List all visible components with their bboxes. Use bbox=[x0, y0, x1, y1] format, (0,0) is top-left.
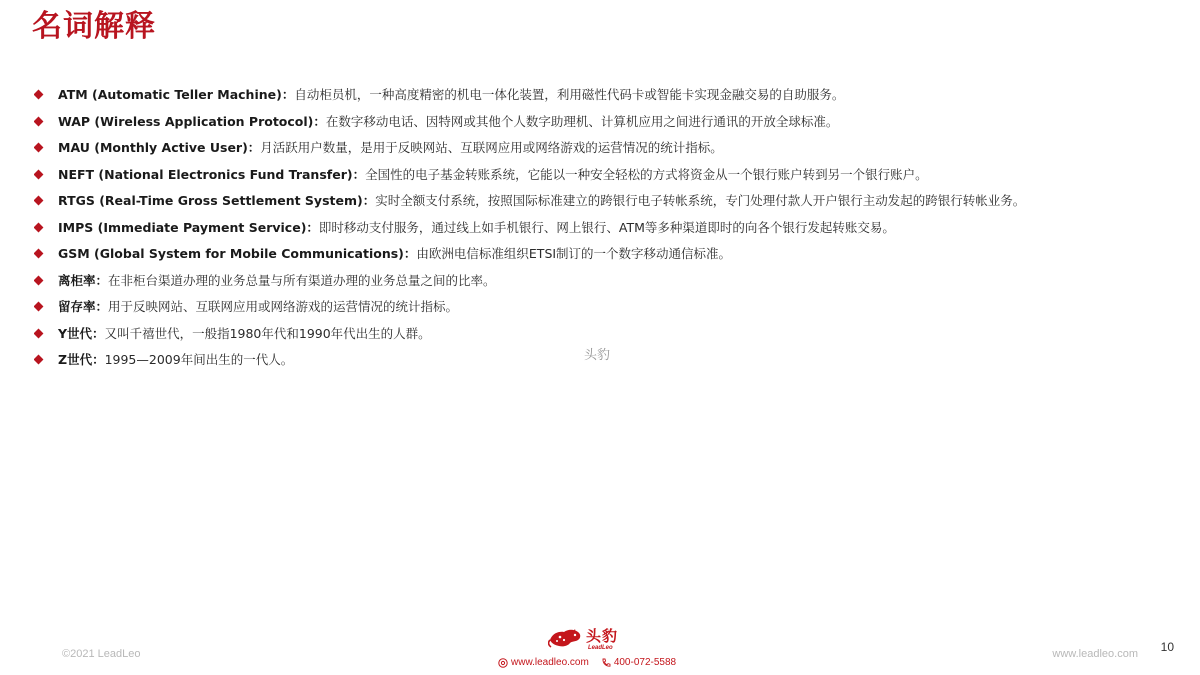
diamond-bullet-icon bbox=[34, 275, 43, 285]
diamond-bullet-icon bbox=[34, 328, 43, 338]
term-name: WAP (Wireless Application Protocol)： bbox=[58, 113, 326, 129]
term-definition: 在非柜台渠道办理的业务总量与所有渠道办理的业务总量之间的比率。 bbox=[108, 272, 496, 288]
term-item-counter-departure-rate bbox=[34, 270, 1184, 297]
term-name: Y世代： bbox=[58, 325, 105, 341]
term-name: GSM (Global System for Mobile Communications)： bbox=[58, 246, 417, 261]
leopard-logo-icon bbox=[548, 626, 582, 650]
term-name: 离柜率： bbox=[58, 272, 109, 288]
term-name: MAU (Monthly Active User)： bbox=[58, 140, 261, 155]
term-definition: 在数字移动电话、因特网或其他个人数字助理机、计算机应用之间进行通讯的开放全球标准。 bbox=[325, 113, 839, 129]
term-item-mau bbox=[34, 137, 1184, 164]
diamond-bullet-icon bbox=[34, 143, 43, 153]
term-item-gsm bbox=[34, 243, 1184, 270]
term-definition: 1995—2009年间出生的一代人。 bbox=[104, 352, 294, 367]
web-icon bbox=[498, 658, 508, 668]
term-definition: 由欧洲电信标准组织ETSI制订的一个数字移动通信标准。 bbox=[416, 246, 732, 261]
term-definition: 全国性的电子基金转账系统，它能以一种安全轻松的方式将资金从一个银行账户转到另一个银行账户。 bbox=[365, 166, 928, 182]
diamond-bullet-icon bbox=[34, 355, 43, 365]
term-definition: 自动柜员机，一种高度精密的机电一体化装置，利用磁性代码卡或智能卡实现金融交易的自助服务。 bbox=[294, 87, 845, 102]
watermark: 头豹 bbox=[584, 348, 611, 363]
term-definition: 月活跃用户数量，是用于反映网站、互联网应用或网络游戏的运营情况的统计指标。 bbox=[260, 140, 723, 155]
page-number: 10 bbox=[1160, 640, 1174, 654]
footer-site-url[interactable]: www.leadleo.com bbox=[1052, 648, 1138, 660]
term-name: IMPS (Immediate Payment Service)： bbox=[58, 219, 319, 235]
term-definition: 实时全额支付系统，按照国际标准建立的跨银行电子转帐系统，专门处理付款人开户银行主动发起的跨银行转帐业务。 bbox=[375, 193, 1026, 208]
diamond-bullet-icon bbox=[34, 302, 43, 312]
page-title: 名词解释 bbox=[32, 9, 156, 44]
phone-icon bbox=[601, 658, 611, 668]
diamond-bullet-icon bbox=[34, 116, 43, 126]
term-name: Z世代： bbox=[58, 352, 105, 367]
term-list bbox=[34, 84, 1184, 376]
diamond-bullet-icon bbox=[34, 169, 43, 179]
footer-contact bbox=[498, 657, 676, 668]
term-definition: 又叫千禧世代，一般指1980年代和1990年代出生的人群。 bbox=[104, 325, 431, 341]
term-name: NEFT (National Electronics Fund Transfer)： bbox=[58, 166, 366, 182]
term-definition: 用于反映网站、互联网应用或网络游戏的运营情况的统计指标。 bbox=[108, 299, 459, 314]
footer-copyright: ©2021 LeadLeo bbox=[62, 648, 141, 660]
footer-website[interactable]: www.leadleo.com bbox=[511, 657, 589, 668]
footer-logo bbox=[548, 624, 648, 654]
term-item-atm bbox=[34, 84, 1184, 111]
logo-subtext: LeadLeo bbox=[588, 645, 613, 651]
term-item-rtgs bbox=[34, 190, 1184, 217]
diamond-bullet-icon bbox=[34, 249, 43, 259]
footer-phone: 400-072-5588 bbox=[613, 657, 677, 668]
term-name: ATM (Automatic Teller Machine)： bbox=[58, 87, 295, 102]
term-name: RTGS (Real-Time Gross Settlement System)： bbox=[58, 193, 376, 208]
term-name: 留存率： bbox=[58, 299, 109, 314]
term-item-retention-rate bbox=[34, 296, 1184, 323]
diamond-bullet-icon bbox=[34, 196, 43, 206]
term-item-wap bbox=[34, 111, 1184, 138]
term-item-imps bbox=[34, 217, 1184, 244]
logo-text: 头豹 bbox=[586, 627, 619, 645]
diamond-bullet-icon bbox=[34, 222, 43, 232]
diamond-bullet-icon bbox=[34, 90, 43, 100]
term-definition: 即时移动支付服务，通过线上如手机银行、网上银行、ATM等多种渠道即时的向各个银行发起转账交易。 bbox=[318, 219, 895, 235]
term-item-neft bbox=[34, 164, 1184, 191]
